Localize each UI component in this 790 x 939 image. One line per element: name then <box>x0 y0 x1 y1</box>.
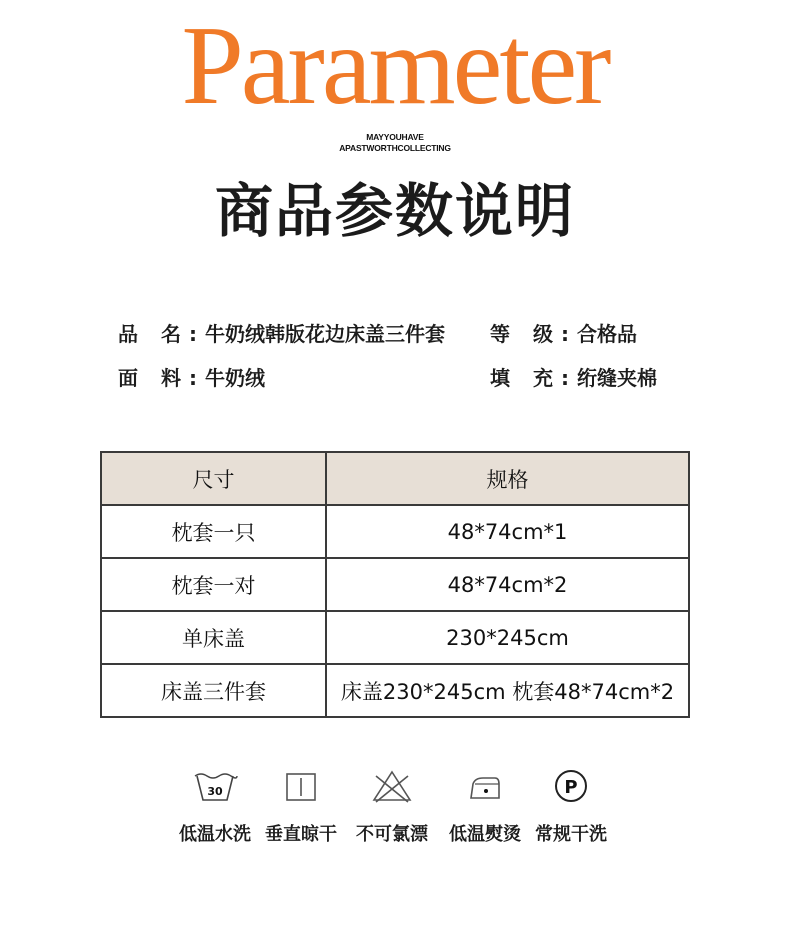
spec-cell: 230*245cm <box>326 611 689 664</box>
spec-value: 合格品 <box>576 322 637 346</box>
spec-value: 牛奶绒韩版花边床盖三件套 <box>204 322 445 346</box>
low-iron-icon <box>461 766 509 806</box>
hang-dry-icon <box>277 766 325 806</box>
spec-grade <box>490 318 637 347</box>
spec-label: 面 料: <box>118 366 205 390</box>
table-header-row <box>101 452 689 505</box>
spec-label: 品 名: <box>118 322 205 346</box>
tagline-line-2: APASTWORTHCOLLECTING <box>339 143 451 153</box>
care-item-dry-clean <box>523 766 619 846</box>
page-title: 商品参数说明 <box>214 177 575 245</box>
table-row <box>101 664 689 717</box>
table-row <box>101 505 689 558</box>
care-item-low-iron <box>437 766 533 846</box>
column-header-spec: 规格 <box>326 452 689 505</box>
spec-product-name <box>118 318 445 347</box>
spec-fabric <box>118 362 265 391</box>
size-cell: 枕套一只 <box>101 505 326 558</box>
tagline-line-1: MAYYOUHAVE <box>366 132 424 142</box>
dry-clean-p-icon <box>547 766 595 806</box>
care-label: 垂直晾干 <box>265 824 337 845</box>
table-row <box>101 558 689 611</box>
wash-30-icon <box>191 766 239 806</box>
care-item-no-bleach <box>344 766 440 846</box>
hero-title <box>0 6 790 126</box>
hero-title-text: Parameter <box>181 4 609 128</box>
care-label: 常规干洗 <box>535 824 607 845</box>
spec-label: 填 充: <box>490 366 577 390</box>
care-item-wash <box>167 766 263 846</box>
care-item-hang-dry <box>253 766 349 846</box>
care-label: 低温水洗 <box>179 824 251 845</box>
care-label: 低温熨烫 <box>449 824 521 845</box>
size-cell: 床盖三件套 <box>101 664 326 717</box>
care-label: 不可氯漂 <box>356 824 428 845</box>
spec-value: 绗缝夹棉 <box>576 366 657 390</box>
size-cell: 枕套一对 <box>101 558 326 611</box>
spec-cell: 48*74cm*2 <box>326 558 689 611</box>
spec-cell: 床盖230*245cm 枕套48*74cm*2 <box>326 664 689 717</box>
size-table <box>100 451 690 718</box>
no-bleach-icon <box>368 766 416 806</box>
spec-value: 牛奶绒 <box>204 366 265 390</box>
dry-clean-letter: P <box>564 777 578 798</box>
wash-temp-label: 30 <box>207 785 223 798</box>
table-row <box>101 611 689 664</box>
spec-label: 等 级: <box>490 322 577 346</box>
spec-cell: 48*74cm*1 <box>326 505 689 558</box>
size-cell: 单床盖 <box>101 611 326 664</box>
spec-filling <box>490 362 657 391</box>
column-header-size: 尺寸 <box>101 452 326 505</box>
